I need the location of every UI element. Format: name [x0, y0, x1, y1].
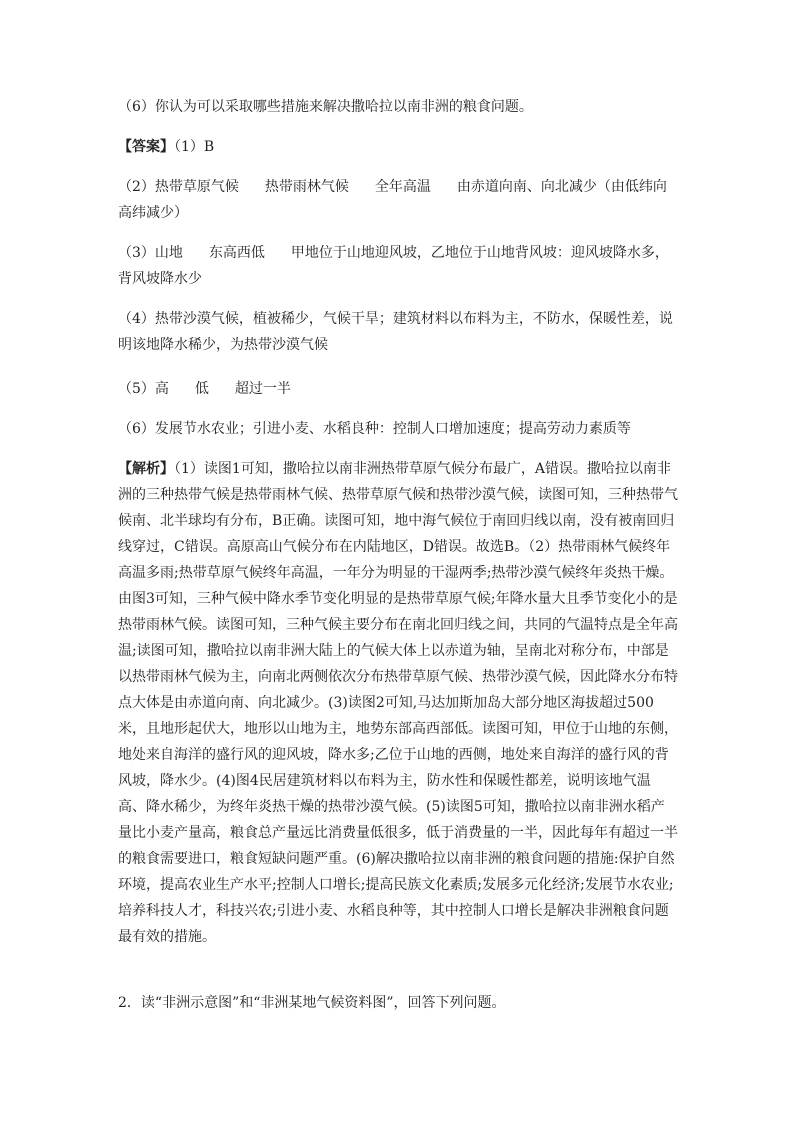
answer-2-part-d: 由赤道向南、向北减少（由低纬向高纬减少） [118, 179, 667, 221]
answer-5-part-b: 低 [194, 381, 209, 397]
answer-5-part-c: 超过一半 [234, 381, 291, 397]
question-2-text: 2．读“非洲示意图”和“非洲某地气候资料图”，回答下列问题。 [118, 995, 506, 1011]
analysis-text: （1）读图1可知，撒哈拉以南非洲热带草原气候分布最广，A错误。撒哈拉以南非洲的三种热带气候是热带雨林气候、热带草原气候和热带沙漠气候，读图可知，三种热带气候南、北半球均有分布，B正确。读图可知，地中海气候位于南回归线以南，没有被南回归线穿过，C错误。高原高山气候分布在内陆地区，D错误。故选B。（2）热带雨林气候终年高温多雨;热带草原气候终年高温，一年分为明显的干湿两季;热带沙漠气候终年炎热干燥。由图3可知，三种气候中降水季节变化明显的是热带草原气候;年降水量大且季节变化小的是热带雨林气候。读图可知，三种气候主要分布在南北回归线之间，共同的气温特点是全年高温;读图可知，撒哈拉以南非洲大陆上的气候大体上以赤道为轴，呈南北对称分布，中部是以热带雨林气候为主，向南北两侧依次分布热带草原气候、热带沙漠气候，因此降水分布特点大体是由赤道向南、向北减少。(3)读图2可知,马达加斯加岛大部分地区海拔超过500米，且地形起伏大，地形以山地为主，地势东部高西部低。读图可知，甲位于山地的东侧，地处来自海洋的盛行风的迎风坡，降水多;乙位于山地的西侧，地处来自海洋的盛行风的背风坡，降水少。(4)图4民居建筑材料以布料为主，防水性和保暖性都差，说明该地气温高、降水稀少，为终年炎热干燥的热带沙漠气候。(5)读图5可知，撒哈拉以南非洲水稻产量比小麦产量高，粮食总产量远比消费量低很多，低于消费量的一半，因此每年有超过一半的粮食需要进口，粮食短缺问题严重。(6)解决撒哈拉以南非洲的粮食问题的措施:保护自然环境，提高农业生产水平;控制人口增长;提高民族文化素质;发展多元化经济;发展节水农业;培养科技人才，科技兴农;引进小麦、水稻良种等，其中控制人口增长是解决非洲粮食问题最有效的措施。 [118, 461, 678, 945]
answer-3-part-a: （3）山地 [118, 245, 183, 261]
question-6-text: （6）你认为可以采取哪些措施来解决撒哈拉以南非洲的粮食问题。 [118, 99, 533, 115]
answer-3-part-c: 甲地位于山地迎风坡，乙地位于山地背风坡：迎风坡降水多，背风坡降水少 [118, 245, 669, 287]
answer-5-part-a: （5）高 [118, 381, 169, 397]
analysis-label: 【解析】 [118, 461, 174, 477]
analysis-block [118, 456, 678, 950]
answer-label: 【答案】 [118, 139, 174, 155]
question-6 [118, 94, 678, 120]
question-2 [118, 990, 678, 1016]
answer-3-part-b: 东高西低 [208, 245, 265, 261]
answer-5 [118, 376, 678, 402]
answer-4-text: （4）热带沙漠气候，植被稀少，气候干旱；建筑材料以布料为主，不防水，保暖性差，说明该地降水稀少，为热带沙漠气候 [118, 311, 673, 353]
answer-2-part-c: 全年高温 [374, 179, 431, 195]
answer-2-part-b: 热带雨林气候 [264, 179, 349, 195]
answer-1-text: （1）B [174, 139, 215, 155]
answer-4 [118, 306, 678, 358]
answer-2 [118, 174, 678, 226]
answer-1 [118, 134, 678, 160]
answer-2-part-a: （2）热带草原气候 [118, 179, 239, 195]
answer-3 [118, 240, 678, 292]
answer-6-text: （6）发展节水农业；引进小麦、水稻良种：控制人口增加速度；提高劳动力素质等 [118, 421, 631, 437]
answer-6 [118, 416, 678, 442]
